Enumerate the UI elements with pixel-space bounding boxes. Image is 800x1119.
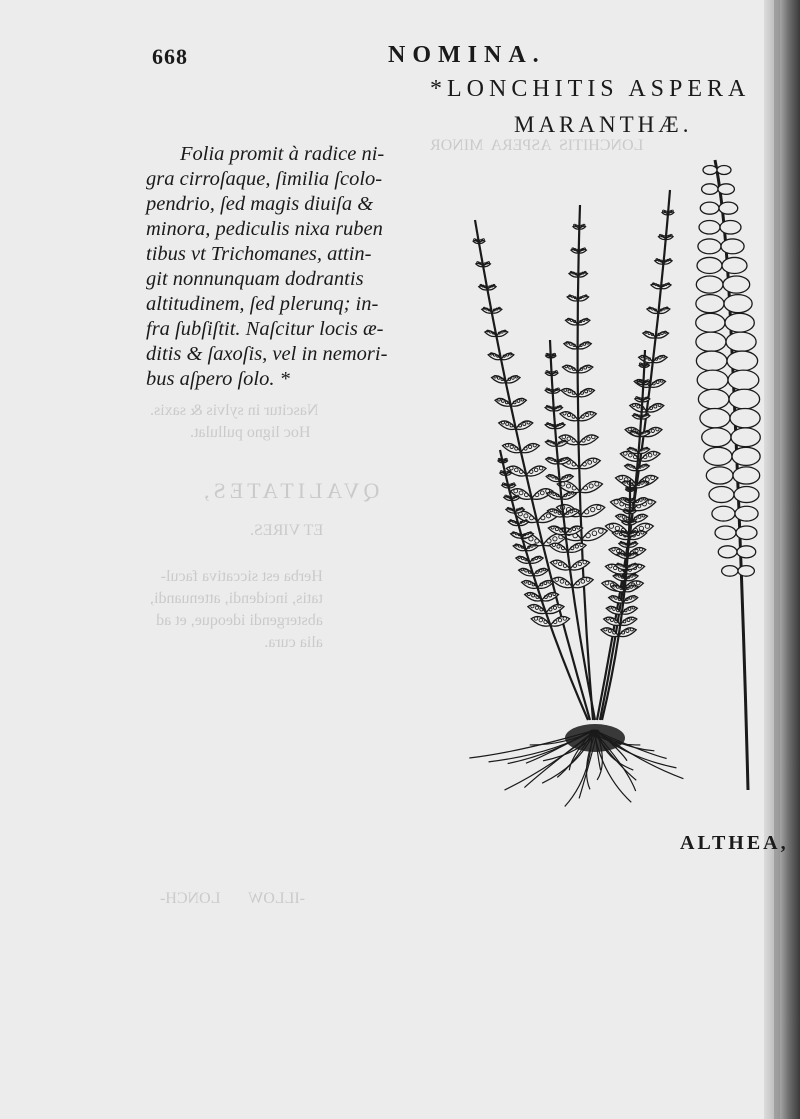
detached-frond-leaflet xyxy=(698,389,729,409)
detached-frond-leaflet xyxy=(724,295,752,313)
text-line: fra ſubſiſtit. Naſcitur locis æ- xyxy=(146,318,384,340)
bleed-through-text: Nascitur in sylvis & saxis. Hoc ligno pullulat. xyxy=(150,402,319,441)
leaflet-lobe xyxy=(663,210,665,212)
detached-frond-leaflet xyxy=(728,370,759,390)
detached-frond-leaflet xyxy=(696,351,727,371)
plant-title-line-2: MARANTHÆ. xyxy=(514,112,693,137)
detached-frond-leaflet xyxy=(702,184,718,195)
bleed-through-text: -ILLOW LONCH- xyxy=(160,890,306,907)
detached-frond-leaflet xyxy=(696,332,726,351)
detached-frond-leaflet xyxy=(699,221,720,234)
detached-frond-leaflet xyxy=(696,313,725,332)
detached-frond-leaflet xyxy=(718,546,737,558)
bleed-through-text: Herba est siccativa facul- tatis, incidendi, attenuandi, abstergendi ideoque, et ad alia cura. xyxy=(150,568,323,651)
detached-frond-leaflet xyxy=(700,202,719,214)
detached-frond-leaflet xyxy=(738,566,754,577)
plant-title-line-1: *LONCHITIS ASPERA xyxy=(430,76,751,102)
detached-frond-leaflet xyxy=(698,239,721,254)
detached-frond-leaflet xyxy=(733,467,760,484)
detached-frond-leaflet xyxy=(735,506,758,521)
leaflet-lobe xyxy=(500,471,502,473)
text-line: altitudinem, ſed plerunq; in- xyxy=(146,293,379,315)
leaflet xyxy=(581,505,605,517)
detached-frond-leaflet xyxy=(696,295,724,313)
text-line: minora, pediculis nixa ruben xyxy=(146,218,383,240)
detached-frond-leaflet xyxy=(722,257,747,273)
text-line: gra cirroſaque, ſimilia ſcolo- xyxy=(146,168,383,190)
detached-frond-leaflet xyxy=(730,409,760,428)
page-number: 668 xyxy=(152,44,188,69)
leaflet xyxy=(582,528,608,541)
detached-frond-leaflet xyxy=(727,351,758,371)
detached-frond-leaflet xyxy=(715,526,736,539)
detached-frond-leaflet xyxy=(731,428,760,447)
detached-frond-leaflet xyxy=(734,487,759,503)
detached-frond-leaflet xyxy=(703,166,717,175)
bleed-through-text: ET VIRES. xyxy=(250,522,324,539)
text-line: ditis & ſaxoſis, vel in nemori- xyxy=(146,343,388,365)
leaflet-lobe xyxy=(574,224,576,226)
leaflet-lobe xyxy=(671,210,673,212)
detached-frond-leaflet xyxy=(697,370,728,390)
detached-frond-leaflet xyxy=(702,428,731,447)
text-line: pendrio, ſed magis diuiſa & xyxy=(146,193,374,215)
detached-frond-leaflet xyxy=(719,202,738,214)
detached-frond-leaflet xyxy=(696,276,723,293)
detached-frond-leaflet xyxy=(723,276,750,293)
text-line: git nonnunquam dodrantis xyxy=(146,268,364,290)
running-head: NOMINA. xyxy=(388,42,546,68)
text-line: Folia promit à radice ni- xyxy=(180,143,385,165)
detached-frond-leaflet xyxy=(721,239,744,254)
fern-illustration xyxy=(430,150,770,810)
leaflet-lobe xyxy=(647,380,649,382)
catchword: ALTHEA, xyxy=(680,832,789,854)
leaflet-lobe xyxy=(474,239,476,241)
text-line: tibus vt Trichomanes, attin- xyxy=(146,243,372,265)
detached-frond-leaflet xyxy=(717,166,731,175)
leaflet-lobe xyxy=(482,239,484,241)
detached-frond-leaflet xyxy=(737,546,756,558)
detached-frond-leaflet xyxy=(704,447,732,465)
bleed-through-text: QVALITATES, xyxy=(200,478,380,503)
detached-frond-leaflet xyxy=(729,389,760,409)
text-line: bus aſpero ſolo. * xyxy=(146,368,290,390)
detached-frond-leaflet xyxy=(736,526,757,539)
detached-frond-leaflet xyxy=(726,332,756,351)
description-paragraph xyxy=(146,142,406,392)
detached-frond-leaflet xyxy=(722,566,738,577)
detached-frond-leaflet xyxy=(706,467,733,484)
detached-frond-leaflet xyxy=(712,506,735,521)
detached-frond-leaflet xyxy=(709,487,734,503)
leaflet-lobe xyxy=(583,224,585,226)
rhizome xyxy=(565,724,625,752)
leaflet-lobe xyxy=(546,371,548,373)
detached-frond-leaflet xyxy=(720,221,741,234)
detached-frond-leaflet xyxy=(697,257,722,273)
bleed-through-text: LONCHITIS ASPERA MINOR xyxy=(430,137,644,154)
detached-frond-leaflet xyxy=(718,184,734,195)
detached-frond-leaflet xyxy=(725,313,754,332)
detached-frond-leaflet xyxy=(732,447,760,465)
page-edge-line xyxy=(774,0,780,1119)
leaflet-lobe xyxy=(555,371,557,373)
detached-frond-leaflet xyxy=(700,409,730,428)
